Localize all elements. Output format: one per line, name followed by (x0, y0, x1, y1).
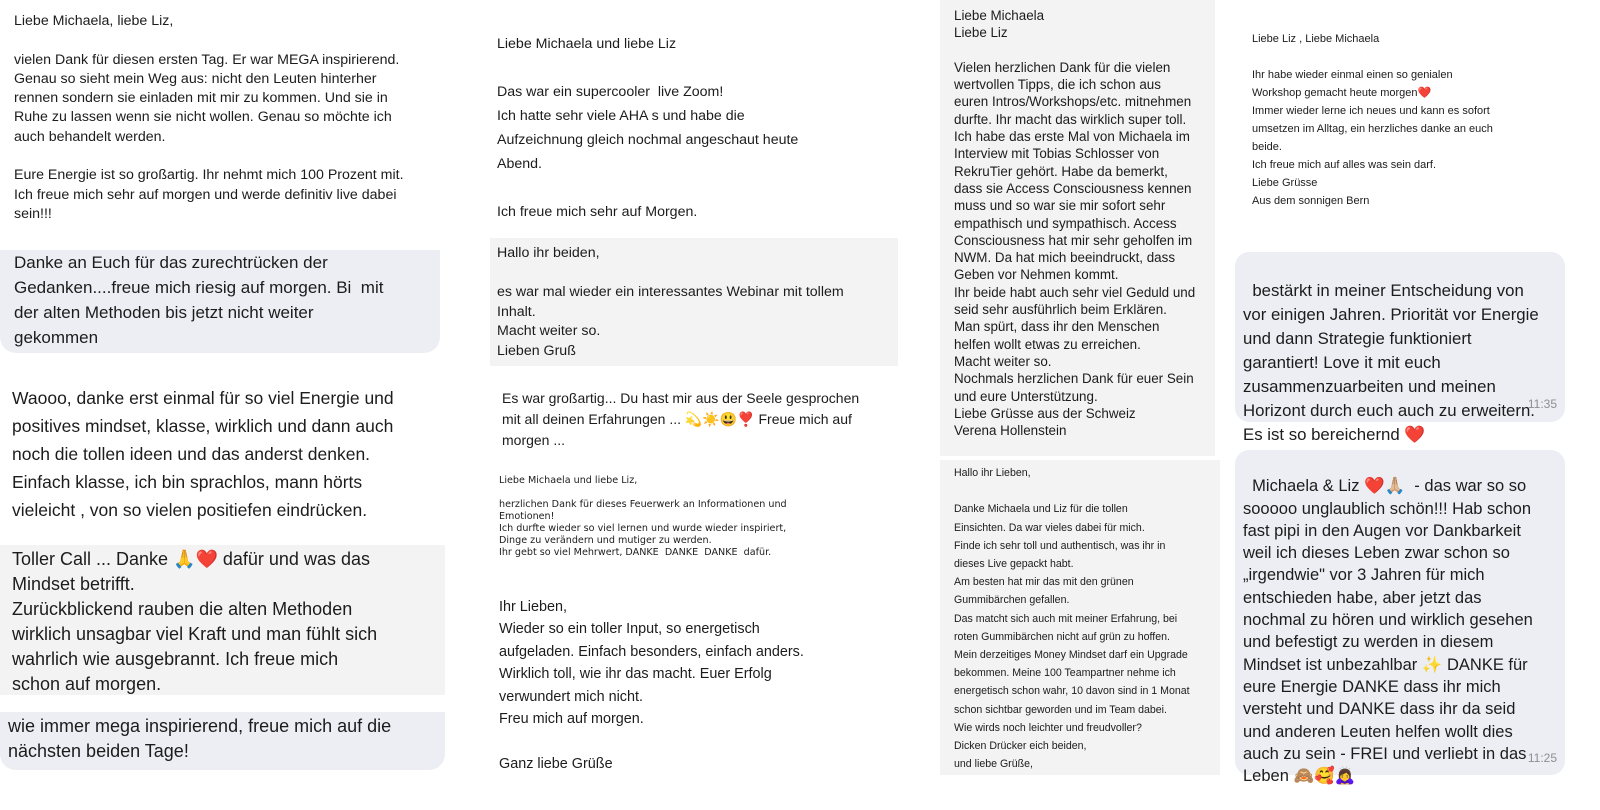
testimonial-11: Liebe Liz , Liebe Michaela Ihr habe wieder einmal einen so genialen Workshop gemacht heute morgen❤️ Immer wieder lerne ich neues und kann es sofort umsetzen im Alltag, ein herzliches danke an euch beide. Ich freue mich auf alles was sein darf. Liebe Grüsse Aus dem sonnigen Bern (1252, 33, 1493, 207)
chat-bubble-2: wie immer mega inspirierend, freue mich auf die nächsten beiden Tage! (0, 712, 445, 770)
testimonial-4: Liebe Michaela und liebe Liz Das war ein supercooler live Zoom! Ich hatte sehr viele AHA s und habe die Aufzeichnung gleich nochmal angeschaut heute Abend. Ich freue mich sehr auf Morgen. (497, 36, 799, 220)
testimonial-2: Waooo, danke erst einmal für so viel Energie und positives mindset, klasse, wirklich und dann auch noch die tollen ideen und das anderst denken. Einfach klasse, ich bin sprachlos, mann hörts vieleicht , von so vielen positiefen eindrücken. (12, 388, 394, 520)
testimonial-7: Liebe Michaela und liebe Liz, herzlichen Dank für dieses Feuerwerk an Informationen und Emotionen! Ich durfte wieder so viel lernen und wurde wieder inspiriert, Dinge zu verändern und mutiger zu werden. Ihr gebt so viel Mehrwert, DANKE DANKE DANKE dafür. (499, 475, 787, 558)
chat-bubble-4 (1235, 450, 1565, 786)
testimonial-3: Toller Call ... Danke 🙏❤️ dafür und was das Mindset betrifft. Zurückblickend rauben die alten Methoden wirklich unsagbar viel Kraft und man fühlt sich wahrlich wie ausgebrannt. Ich freue mich schon auf morgen. (0, 545, 445, 695)
timestamp: 11:25 (1527, 750, 1557, 765)
chat-bubble-3 (1235, 252, 1565, 444)
testimonial-10: Hallo ihr Lieben, Danke Michaela und Liz für die tollen Einsichten. Da war vieles dabei für mich. Finde ich sehr toll und authentisch, was ihr in dieses Live gepackt habt. Am besten hat mir das mit den grünen Gummibärchen gefallen. Das matcht sich auch mit meiner Erfahrung, bei roten Gummibärchen nicht auf grün zu hoffen. Mein derzeitiges Money Mindset darf ein Upgrade bekommen. Meine 100 Teampartner nehme ich energetisch schon wahr, 10 davon sind in 1 Monat schon sichtbar geworden und im Team dabei. Wie wirds noch leichter und freudvoller? Dicken Drücker eich beiden, und liebe Grüße, (940, 460, 1220, 775)
testimonial-5: Hallo ihr beiden, es war mal wieder ein interessantes Webinar mit tollem Inhalt. Macht weiter so. Lieben Gruß (490, 238, 898, 366)
chat-bubble-text: bestärkt in meiner Entscheidung von vor einigen Jahren. Priorität vor Energie und dann Strategie funktioniert garantiert! Love it mit euch zusammenzuarbeiten und meinen Horizont durch euch auch zu erweitern. Es ist so bereichernd ❤️ (1243, 281, 1539, 444)
testimonial-9: Liebe Michaela Liebe Liz Vielen herzlichen Dank für die vielen wertvollen Tipps, die ich schon aus euren Intros/Workshops/etc. mitnehmen durfte. Ihr macht das wirklich super toll. Ich habe das erste Mal von Michaela im Interview mit Tobias Schlosser von RekruTier gehört. Habe da bemerkt, dass sie Access Consciousness kennen muss und so war sie mir sofort sehr empathisch und sympathisch. Access Consciousness hat mir sehr geholfen im NWM. Da hat mich beeindruckt, dass Geben vor Nehmen kommt. Ihr beide habt auch sehr viel Geduld und seid sehr ausführlich beim Erklären. Man spürt, dass ihr den Menschen helfen wollt etwas zu erreichen. Macht weiter so. Nochmals herzlichen Dank für euer Sein und eure Unterstützung. Liebe Grüsse aus der Schweiz Verena Hollenstein (940, 0, 1215, 456)
testimonial-8: Ihr Lieben, Wieder so ein toller Input, so energetisch aufgeladen. Einfach besonders, einfach anders. Wirklich toll, wie ihr das macht. Euer Erfolg verwundert mich nicht. Freu mich auf morgen. Ganz liebe Grüße (499, 599, 804, 772)
timestamp: 11:35 (1527, 397, 1557, 411)
chat-bubble-1: Danke an Euch für das zurechtrücken der Gedanken....freue mich riesig auf morgen. Bi mit der alten Methoden bis jetzt nicht weiter gekommen (0, 250, 440, 353)
chat-bubble-text: Michaela & Liz ❤️🙏🏼 - das war so so sooooo unglaublich schön!!! Hab schon fast pipi in den Augen vor Dankbarkeit weil ich dieses Leben zwar schon so „irgendwie" vor 3 Jahren für mich entschieden habe, aber jetzt das nochmal zu hören und wirklich gesehen und befestigt zu werden in diesem Mindset ist unbezahlbar ✨ DANKE für eure Energie DANKE dass ihr mich versteht und DANKE dass ihr da seid und anderen Leuten helfen wollt dies auch zu sein - FREI und verliebt in das Leben 🙈🥰🙇‍♀️ (1243, 477, 1533, 786)
testimonial-email-1: Liebe Michaela, liebe Liz, vielen Dank für diesen ersten Tag. Er war MEGA inspirierend. Genau so sieht mein Weg aus: nicht den Leuten hinterher rennen sondern sie einladen mit mir zu kommen. Und sie in Ruhe zu lassen wenn sie nicht wollen. Genau so möchte ich auch behandelt werden. Eure Energie ist so großartig. Ihr nehmt mich 100 Prozent mit. Ich freue mich sehr auf morgen und werde definitiv live dabei sein!!! (14, 13, 404, 222)
testimonial-6: Es war großartig... Du hast mir aus der Seele gesprochen mit all deinen Erfahrungen ... 💫☀️😃❣️ Freue mich auf morgen ... (502, 390, 860, 448)
